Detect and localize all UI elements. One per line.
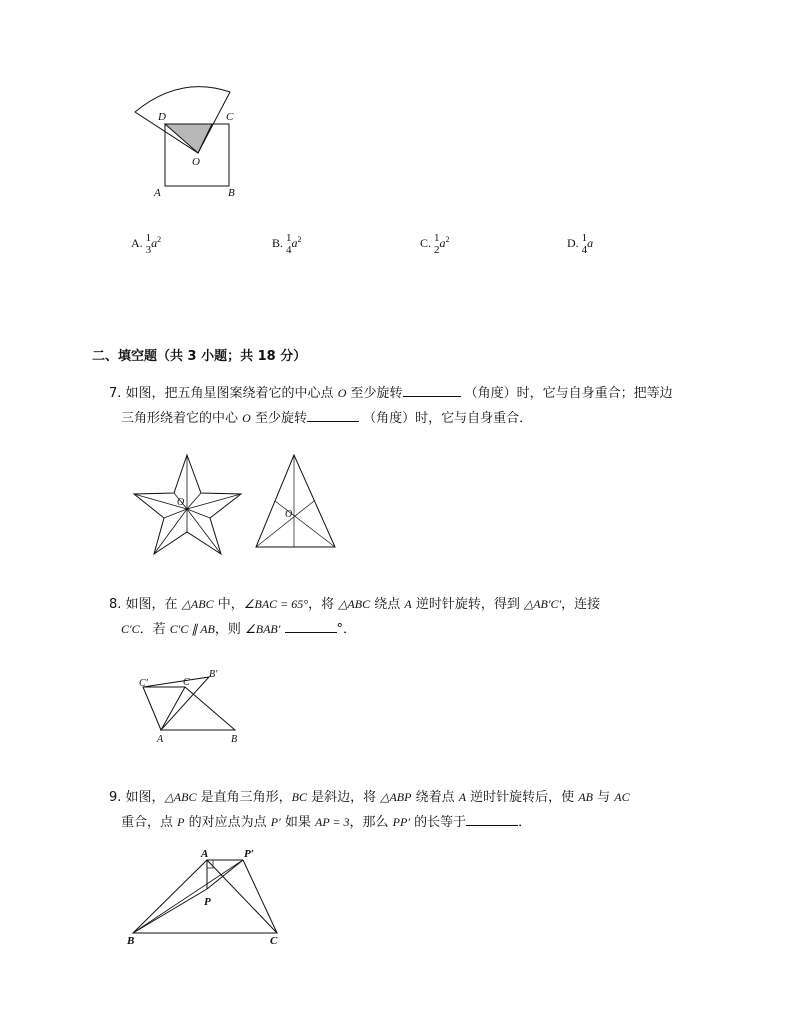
label-c: C — [270, 935, 278, 947]
triangle-abc — [161, 687, 235, 730]
triangle-outline — [256, 455, 335, 547]
label-o: O — [192, 156, 200, 168]
question-8 — [109, 592, 600, 642]
question-9 — [109, 785, 630, 835]
figure-triangle — [252, 450, 342, 550]
figure-square-sector — [130, 80, 250, 205]
label-c: C — [226, 111, 234, 123]
label-b: B — [127, 935, 135, 947]
q9-blank[interactable] — [466, 811, 518, 826]
option-d[interactable]: D. 1 4 a — [567, 232, 594, 256]
q7-blank-2[interactable] — [307, 407, 359, 422]
figure-right-triangle — [125, 843, 295, 953]
segment-bp1 — [133, 860, 243, 933]
label-a: A — [201, 848, 209, 860]
star-ray — [187, 494, 241, 509]
q8-line2: C′C．若 C′C ∥ AB，则 ∠BAB′ °． — [109, 617, 600, 642]
label-c-prime: C′ — [139, 678, 148, 689]
figure-star — [130, 450, 250, 560]
label-b-prime: B′ — [209, 669, 218, 680]
segment-bp — [133, 889, 207, 933]
triangle-center-label: O — [285, 509, 293, 520]
star-center-label: O — [177, 497, 185, 508]
segment-pp1 — [207, 860, 243, 889]
q7-line2: 三角形绕着它的中心 O 至少旋转 （角度）时，它与自身重合． — [109, 406, 673, 431]
option-c[interactable]: C. 1 2 $a^2$ — [420, 232, 450, 256]
q8-line1: 8. 如图，在 △ABC 中，∠BAC = 65°，将 △ABC 绕点 A 逆时针旋转，得到 △AB′C′，连接 — [109, 597, 601, 612]
label-p: P — [204, 896, 211, 908]
label-b: B — [228, 187, 235, 199]
label-d: D — [158, 111, 166, 123]
label-a: A — [154, 187, 161, 199]
sector-arc — [135, 87, 230, 153]
star-ray — [187, 493, 201, 509]
label-p-prime: P′ — [244, 848, 254, 860]
shaded-region — [165, 124, 212, 153]
option-a[interactable]: A. 1 3 $a^2$ — [131, 232, 162, 256]
section-title: 二、填空题（共 3 小题；共 18 分） — [92, 349, 307, 364]
q7-blank-1[interactable] — [403, 382, 461, 397]
question-7 — [109, 381, 673, 431]
q8-blank[interactable] — [285, 618, 337, 633]
option-b[interactable]: B. 1 4 $a^2$ — [272, 232, 302, 256]
label-a: A — [157, 734, 164, 745]
q9-line1: 9. 如图，△ABC 是直角三角形，BC 是斜边，将 △ABP 绕着点 A 逆时针旋转后，使 AB 与 AC — [109, 790, 630, 805]
star-outline — [134, 455, 241, 554]
q9-line2: 重合，点 P 的对应点为点 P′ 如果 AP = 3，那么 PP′ 的长等于 ． — [109, 810, 630, 835]
segment-p1c — [243, 860, 277, 933]
label-c: C — [183, 677, 190, 688]
label-b: B — [231, 734, 238, 745]
figure-rotation-triangles — [135, 665, 245, 747]
q7-line1: 7. 如图，把五角星图案绕着它的中心点 O 至少旋转 （角度）时，它与自身重合；把等边 — [109, 381, 673, 406]
